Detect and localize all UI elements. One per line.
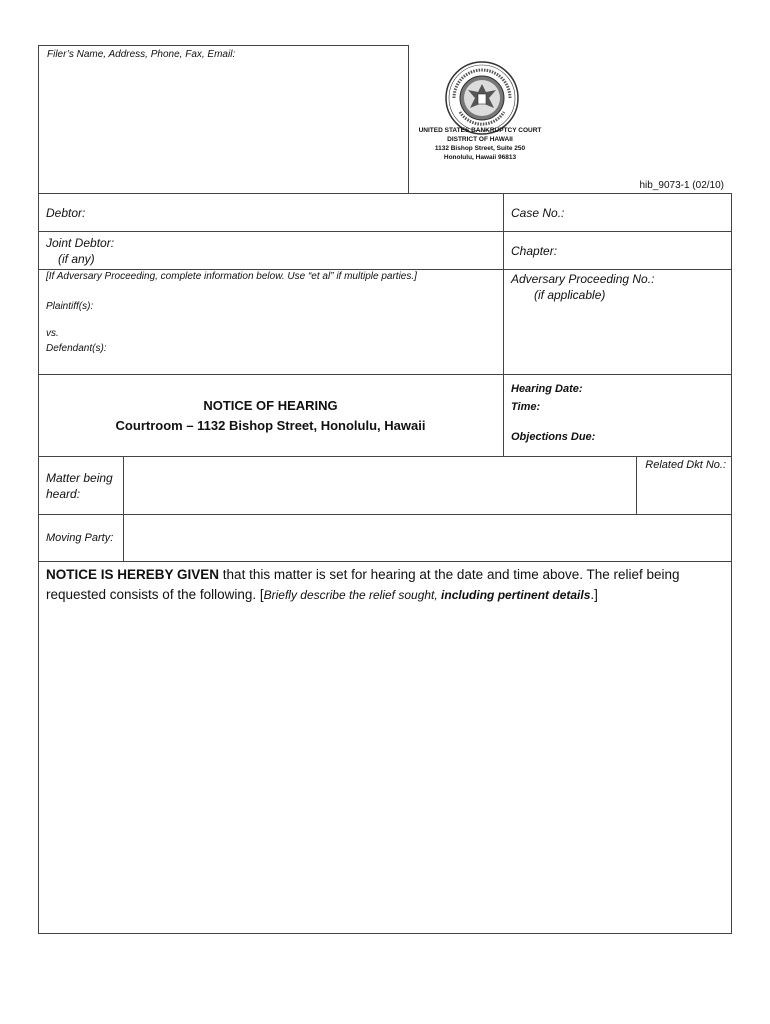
chapter-field[interactable] — [566, 234, 726, 266]
notice-line2: requested consists of the following. [ — [46, 587, 264, 602]
defendant-field[interactable] — [116, 336, 498, 366]
plaintiff-label: Plaintiff(s): — [46, 301, 94, 312]
plaintiff-field[interactable] — [110, 292, 498, 316]
moving-party-label: Moving Party: — [46, 532, 114, 544]
matter-field[interactable] — [126, 459, 632, 511]
court-name: UNITED STATES BANKRUPTCY COURT — [418, 127, 542, 134]
court-street: 1132 Bishop Street, Suite 250 — [434, 145, 526, 152]
courtroom-address: Courtroom – 1132 Bishop Street, Honolulu, Hawaii — [115, 418, 426, 433]
adversary-instruction: [If Adversary Proceeding, complete information below. Use “et al” if multiple parties.] — [46, 271, 417, 282]
instruction-text: Briefly describe the relief sought, — [263, 588, 442, 602]
instruction-bold: including pertinent details — [441, 588, 591, 602]
joint-debtor-label: Joint Debtor: — [46, 236, 115, 250]
court-seal — [444, 60, 520, 136]
instruction-end: .] — [590, 587, 598, 602]
filer-label: Filer’s Name, Address, Phone, Fax, Email: — [47, 49, 236, 60]
moving-party-field[interactable] — [126, 517, 726, 559]
debtor-field[interactable] — [100, 196, 498, 228]
defendant-label: Defendant(s): — [46, 343, 107, 354]
matter-label-line2: heard: — [46, 487, 81, 501]
notice-body-line1 — [46, 565, 726, 585]
time-field[interactable] — [548, 396, 726, 414]
matter-label-line1: Matter being — [46, 471, 113, 485]
notice-body — [46, 565, 726, 605]
joint-debtor-field[interactable] — [130, 234, 498, 266]
court-address — [405, 126, 555, 162]
divider — [636, 456, 637, 514]
divider — [38, 231, 732, 232]
time-label: Time: — [511, 401, 541, 413]
debtor-label: Debtor: — [46, 206, 86, 220]
court-district: DISTRICT OF HAWAII — [447, 136, 513, 143]
objections-due-label: Objections Due: — [511, 431, 596, 443]
if-applicable-label: (if applicable) — [534, 288, 606, 302]
hearing-date-label: Hearing Date: — [511, 383, 583, 395]
adversary-no-field[interactable] — [508, 306, 726, 368]
related-dkt-label: Related Dkt No.: — [645, 459, 726, 471]
divider — [123, 456, 124, 561]
related-dkt-field[interactable] — [640, 476, 726, 510]
form-id: hib_9073-1 (02/10) — [639, 180, 724, 191]
court-seal-image — [444, 60, 520, 136]
divider — [503, 193, 504, 456]
case-no-label: Case No.: — [511, 206, 565, 220]
notice-lead: NOTICE IS HEREBY GIVEN — [46, 567, 220, 582]
notice-lead-rest: that this matter is set for hearing at the date and time above. The relief being — [219, 567, 680, 582]
objections-due-field[interactable] — [600, 426, 726, 444]
if-any-label: (if any) — [58, 252, 95, 266]
case-no-field[interactable] — [566, 196, 726, 228]
divider — [38, 514, 732, 515]
notice-title: NOTICE OF HEARING — [203, 398, 338, 413]
court-city: Honolulu, Hawaii 96813 — [443, 154, 517, 161]
adversary-no-label: Adversary Proceeding No.: — [511, 272, 655, 286]
divider — [38, 561, 732, 562]
divider — [38, 374, 732, 375]
vs-label: vs. — [46, 328, 59, 339]
filer-box[interactable] — [38, 45, 409, 194]
notice-body-line2 — [46, 585, 726, 605]
hearing-date-field[interactable] — [590, 378, 726, 396]
divider — [38, 269, 732, 270]
divider — [38, 456, 732, 457]
relief-description-field[interactable] — [44, 608, 726, 928]
matter-label — [46, 470, 113, 502]
chapter-label: Chapter: — [511, 244, 558, 258]
